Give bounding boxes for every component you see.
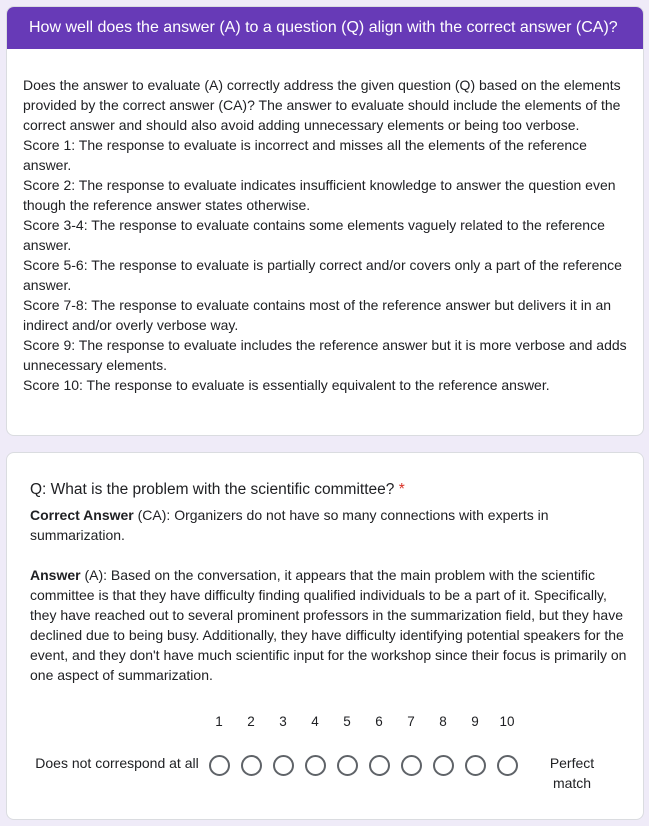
answer (30, 565, 630, 685)
scale-number-1: 1 (215, 714, 223, 729)
scale-number-2: 2 (247, 714, 255, 729)
question-text: Q: What is the problem with the scientific committee? (30, 481, 395, 498)
radio-score-5[interactable] (337, 755, 358, 776)
score-1-text: Score 1: The response to evaluate is incorrect and misses all the elements of the reference answer. (23, 137, 587, 173)
radio-score-2[interactable] (241, 755, 262, 776)
radio-score-7[interactable] (401, 755, 422, 776)
description-intro: Does the answer to evaluate (A) correctly address the given question (Q) based on the elements provided by the correct answer (CA)? The answer to evaluate should include the elements of the correct answer and should also avoid adding unnecessary elements or being too verbose. (23, 77, 621, 133)
scale-number-4: 4 (311, 714, 319, 729)
radio-score-10[interactable] (497, 755, 518, 776)
radio-score-8[interactable] (433, 755, 454, 776)
correct-answer-text: (CA): Organizers do not have so many connections with experts in summarization. (30, 507, 549, 543)
scale-number-7: 7 (407, 714, 415, 729)
score-2-text: Score 2: The response to evaluate indicates insufficient knowledge to answer the question even though the reference answer states otherwise. (23, 177, 616, 213)
radio-score-4[interactable] (305, 755, 326, 776)
score-3-4-text: Score 3-4: The response to evaluate contains some elements vaguely related to the reference answer. (23, 217, 605, 253)
scale-number-3: 3 (279, 714, 287, 729)
correct-answer-label: Correct Answer (30, 507, 134, 523)
scale-number-9: 9 (471, 714, 479, 729)
scale-number-10: 10 (499, 714, 515, 729)
answer-text: (A): Based on the conversation, it appears that the main problem with the scientific committee is that they have difficulty finding qualified individuals to be a part of it. Specifically, they have reached out to several prominent professors in the summarization field, but they have declined due to being busy. Additionally, they have difficulty identifying potential speakers for the event, and they don't have much scientific input for the workshop since their focus is primarily on one aspect of summarization. (30, 567, 627, 683)
scale-number-8: 8 (439, 714, 447, 729)
score-9-text: Score 9: The response to evaluate includes the reference answer but it is more verbose and adds unnecessary elements. (23, 337, 627, 373)
description-card (6, 6, 644, 436)
radio-score-3[interactable] (273, 755, 294, 776)
question-title (30, 480, 405, 500)
scale-high-label: Perfect match (549, 755, 595, 791)
scale-low-label: Does not correspond at all (35, 755, 199, 771)
score-7-8-text: Score 7-8: The response to evaluate contains most of the reference answer but delivers it in an indirect and/or overly verbose way. (23, 297, 612, 333)
answer-label: Answer (30, 567, 81, 583)
correct-answer (30, 505, 630, 545)
score-5-6-text: Score 5-6: The response to evaluate is partially correct and/or covers only a part of the reference answer. (23, 257, 622, 293)
question-card (6, 452, 644, 820)
scale-number-5: 5 (343, 714, 351, 729)
form-title: How well does the answer (A) to a question (Q) align with the correct answer (CA)? (7, 7, 643, 49)
radio-score-1[interactable] (209, 755, 230, 776)
required-marker: * (398, 481, 405, 498)
scale-number-6: 6 (375, 714, 383, 729)
radio-score-9[interactable] (465, 755, 486, 776)
score-10-text: Score 10: The response to evaluate is essentially equivalent to the reference answer. (23, 377, 550, 393)
description-text (7, 49, 643, 395)
radio-score-6[interactable] (369, 755, 390, 776)
